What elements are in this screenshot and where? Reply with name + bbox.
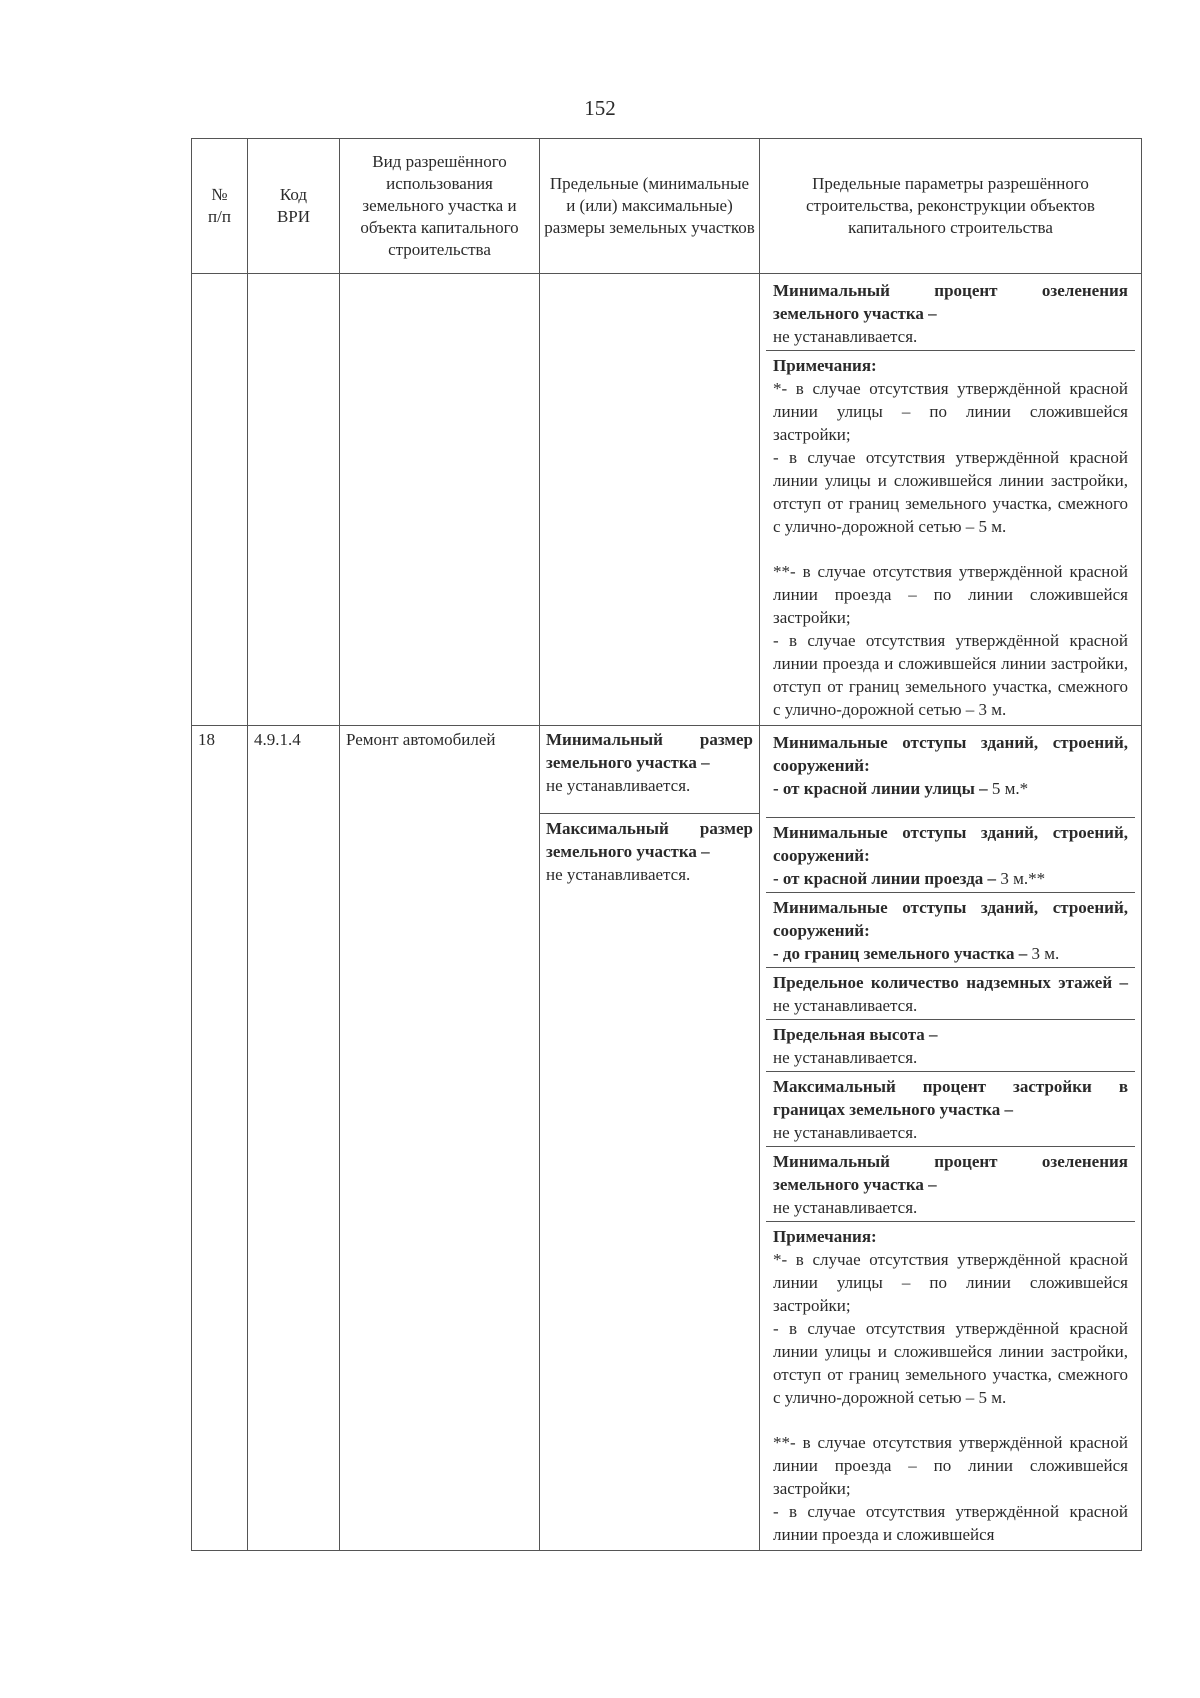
notes-title-18: Примечания: (773, 1227, 877, 1246)
header-params: Предельные параметры разрешённого строительства, реконструкции объектов капитального строительства (760, 139, 1142, 274)
table-row-continued (192, 274, 1142, 726)
max-size-block (540, 813, 759, 886)
cell-size-empty (540, 274, 760, 726)
setback-street-title: Минимальные отступы зданий, строений, сооружений: (773, 733, 1128, 775)
coverage-block (766, 1071, 1135, 1146)
header-plot-size: Предельные (минимальные и (или) максимальные) размеры земельных участков (540, 139, 760, 274)
setback-drive-label: - от красной линии проезда – (773, 869, 997, 888)
green-block-18 (766, 1146, 1135, 1221)
table-row-18 (192, 726, 1142, 1551)
notes-block (766, 350, 1135, 723)
note-drive-b: - в случае отсутствия утверждённой красной линии проезда и сложившейся линии застройки, отступ от границ земельного участка, смежного с улично-дорожной сетью – 3 м. (773, 631, 1128, 719)
note-street-a-18: *- в случае отсутствия утверждённой красной линии улицы – по линии сложившейся застройки; (773, 1250, 1128, 1315)
header-use-type: Вид разрешённого использования земельного участка и объекта капитального строительства (340, 139, 540, 274)
floors-value: не устанавливается. (773, 996, 918, 1015)
note-street-b: - в случае отсутствия утверждённой красной линии улицы и сложившейся линии застройки, отступ от границ земельного участка, смежного с улично-дорожной сетью – 5 м. (773, 448, 1128, 536)
notes-block-18 (766, 1221, 1135, 1548)
green-value-18: не устанавливается. (773, 1198, 918, 1217)
setback-drive-title: Минимальные отступы зданий, строений, сооружений: (773, 823, 1128, 865)
cell-plot-size (540, 726, 760, 1551)
setback-border-value: 3 м. (1027, 944, 1060, 963)
setback-street-block (766, 728, 1135, 817)
setback-drive-value: 3 м.** (996, 869, 1046, 888)
page-number: 152 (584, 96, 616, 120)
notes-title: Примечания: (773, 356, 877, 375)
height-value: не устанавливается. (773, 1048, 918, 1067)
cell-code: 4.9.1.4 (248, 726, 340, 1551)
note-street-b-18: - в случае отсутствия утверждённой красной линии улицы и сложившейся линии застройки, отступ от границ земельного участка, смежного с улично-дорожной сетью – 5 м. (773, 1319, 1128, 1407)
cell-params-18 (760, 726, 1142, 1551)
header-code: Код ВРИ (248, 139, 340, 274)
setback-drive-block (766, 817, 1135, 892)
setback-street-label: - от красной линии улицы – (773, 779, 988, 798)
green-title: Минимальный процент озеленения земельного участка – (773, 281, 1128, 323)
note-drive-a: **- в случае отсутствия утверждённой красной линии проезда – по линии сложившейся застройки; (773, 562, 1128, 627)
green-title-18: Минимальный процент озеленения земельного участка – (773, 1152, 1128, 1194)
note-drive-b-18: - в случае отсутствия утверждённой красной линии проезда и сложившейся (773, 1502, 1128, 1544)
cell-number-empty (192, 274, 248, 726)
setback-street-value: 5 м.* (987, 779, 1029, 798)
cell-number: 18 (192, 726, 248, 1551)
note-street-a: *- в случае отсутствия утверждённой красной линии улицы – по линии сложившейся застройки; (773, 379, 1128, 444)
setback-border-block (766, 892, 1135, 967)
coverage-value: не устанавливается. (773, 1123, 918, 1142)
green-block (766, 276, 1135, 350)
height-block (766, 1019, 1135, 1071)
setback-border-title: Минимальные отступы зданий, строений, сооружений: (773, 898, 1128, 940)
coverage-title: Максимальный процент застройки в границах земельного участка – (773, 1077, 1128, 1119)
min-size-value: не устанавливается. (546, 776, 691, 795)
note-drive-a-18: **- в случае отсутствия утверждённой красной линии проезда – по линии сложившейся застройки; (773, 1433, 1128, 1498)
setback-border-label: - до границ земельного участка – (773, 944, 1028, 963)
table-header-row (192, 139, 1142, 274)
min-size-title: Минимальный размер земельного участка – (546, 730, 753, 772)
max-size-value: не устанавливается. (546, 865, 691, 884)
max-size-title: Максимальный размер земельного участка – (546, 819, 753, 861)
cell-use-type: Ремонт автомобилей (340, 726, 540, 1551)
floors-title: Предельное количество надземных этажей – (773, 973, 1128, 992)
floors-block (766, 967, 1135, 1019)
cell-use-empty (340, 274, 540, 726)
cell-code-empty (248, 274, 340, 726)
cell-params-continued (760, 274, 1142, 726)
green-value: не устанавливается. (773, 327, 918, 346)
regulations-table (191, 138, 1142, 1551)
height-title: Предельная высота – (773, 1025, 938, 1044)
header-number: № п/п (192, 139, 248, 274)
